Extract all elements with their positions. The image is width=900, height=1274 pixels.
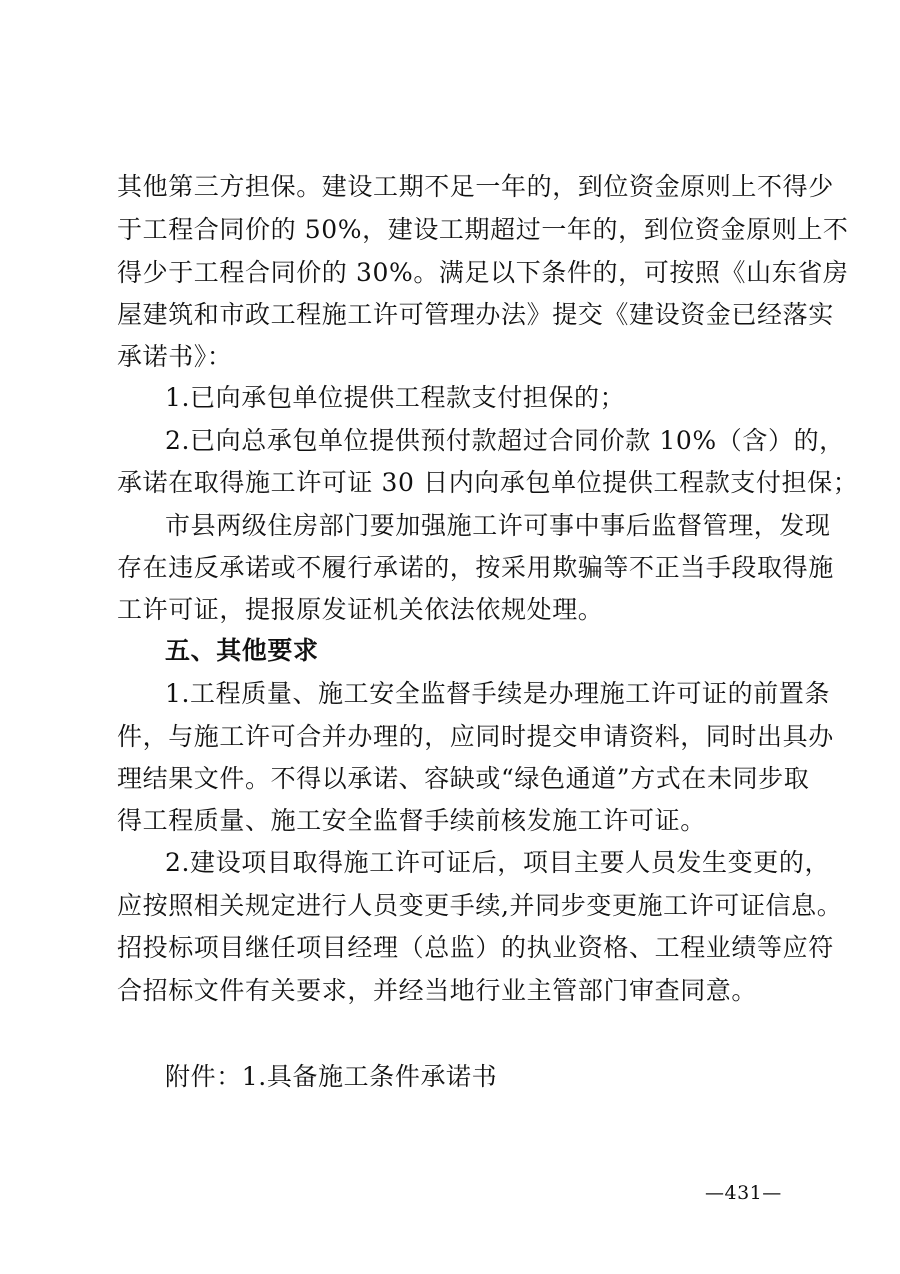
body-line: 承诺在取得施工许可证 30 日内向承包单位提供工程款支付担保； [117, 468, 859, 497]
attachment-note: 附件：1.具备施工条件承诺书 [165, 1062, 498, 1091]
paragraph-start: 市县两级住房部门要加强施工许可事中事后监督管理，发现 [165, 511, 831, 540]
body-line: 于工程合同价的 50%，建设工期超过一年的，到位资金原则上不 [117, 215, 849, 244]
body-line: 屋建筑和市政工程施工许可管理办法》提交《建设资金已经落实 [117, 300, 834, 329]
section-heading: 五、其他要求 [165, 636, 319, 665]
body-line: 得工程质量、施工安全监督手续前核发施工许可证。 [117, 806, 706, 835]
list-item: 1.工程质量、施工安全监督手续是办理施工许可证的前置条 [165, 679, 831, 708]
body-line: 应按照相关规定进行人员变更手续,并同步变更施工许可证信息。 [117, 891, 843, 920]
list-item: 1.已向承包单位提供工程款支付担保的； [165, 383, 626, 412]
body-line: 存在违反承诺或不履行承诺的，按采用欺骗等不正当手段取得施 [117, 553, 834, 582]
body-line: 承诺书》： [117, 342, 233, 371]
body-line: 工许可证，提报原发证机关依法依规处理。 [117, 595, 604, 624]
body-line: 得少于工程合同价的 30%。满足以下条件的，可按照《山东省房 [117, 258, 849, 287]
body-line: 件，与施工许可合并办理的，应同时提交申请资料，同时出具办 [117, 722, 834, 751]
body-line: 理结果文件。不得以承诺、容缺或“绿色通道”方式在未同步取 [117, 764, 810, 793]
list-item: 2.建设项目取得施工许可证后，项目主要人员发生变更的， [165, 848, 831, 877]
list-item: 2.已向总承包单位提供预付款超过合同价款 10%（含）的， [165, 426, 845, 455]
body-line: 合招标文件有关要求，并经当地行业主管部门审查同意。 [117, 976, 758, 1005]
body-line: 招投标项目继任项目经理（总监）的执业资格、工程业绩等应符 [117, 933, 834, 962]
page-number: —431— [705, 1182, 782, 1204]
body-line: 其他第三方担保。建设工期不足一年的，到位资金原则上不得少 [117, 172, 834, 201]
